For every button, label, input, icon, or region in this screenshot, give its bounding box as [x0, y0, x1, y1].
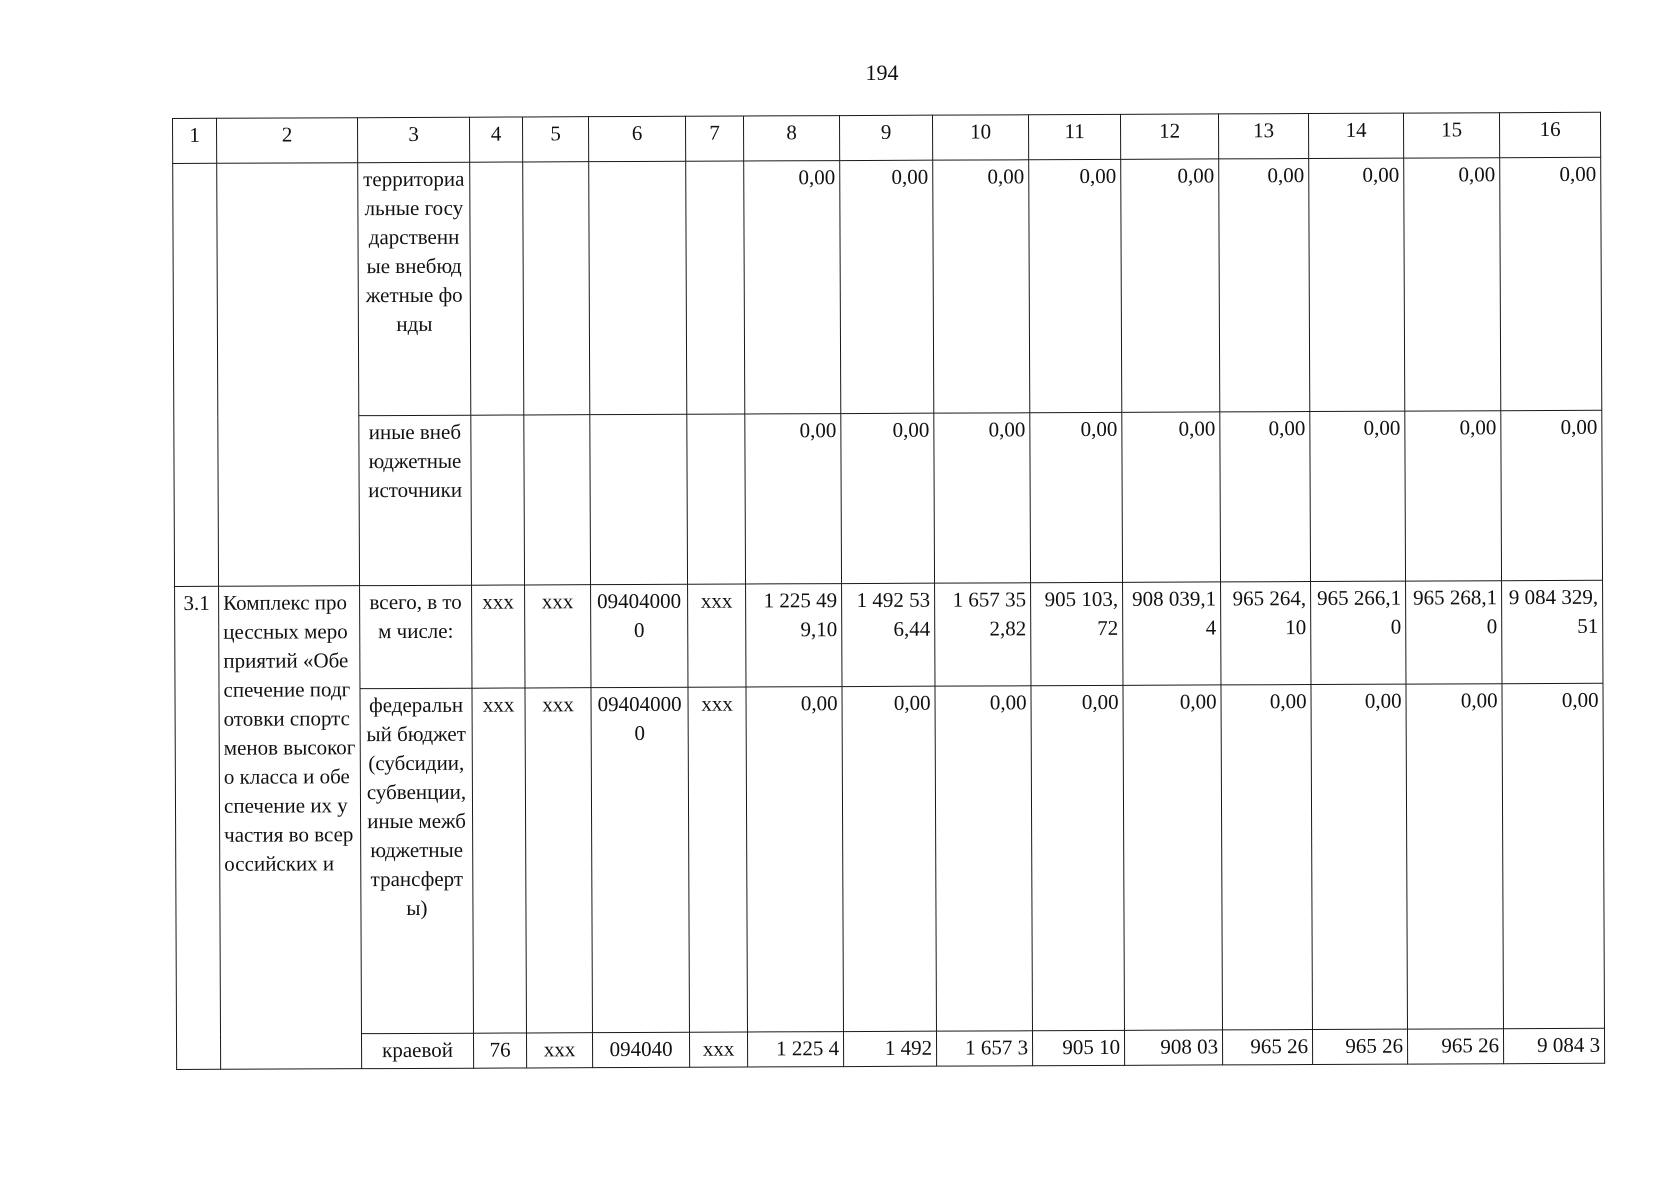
header-cell: 10	[932, 115, 1028, 160]
code-cell: 094040	[592, 1032, 689, 1067]
table-row-territorial-funds	[173, 157, 1602, 416]
item-number-cell: 3.1	[175, 586, 221, 1069]
header-cell: 6	[588, 116, 685, 161]
value-cell: 9 084 3	[1503, 1028, 1604, 1063]
value-cell: 0,00	[1309, 158, 1405, 411]
header-cell: 15	[1403, 113, 1499, 158]
value-cell: 0,00	[746, 687, 844, 1032]
value-cell: 0,00	[1500, 157, 1602, 410]
value-cell: 1 492	[843, 1031, 936, 1066]
value-cell: 0,00	[840, 160, 934, 413]
code-cell: xxx	[688, 584, 746, 687]
empty-cell	[217, 163, 360, 587]
value-cell: 965 26	[1222, 1030, 1312, 1065]
value-cell: 0,00	[1122, 412, 1221, 582]
empty-cell	[590, 414, 688, 584]
value-cell: 0,00	[1029, 159, 1122, 412]
table-row-regional	[176, 1028, 1604, 1069]
header-cell: 13	[1218, 114, 1308, 159]
header-cell: 3	[358, 117, 470, 162]
value-cell: 965 264,10	[1221, 582, 1311, 685]
value-cell: 0,00	[841, 413, 935, 583]
page-number: 194	[865, 60, 899, 85]
code-cell: xxx	[525, 688, 593, 1033]
value-cell: 0,00	[1221, 685, 1313, 1030]
empty-cell	[471, 415, 525, 585]
value-cell: 0,00	[1219, 159, 1310, 412]
header-cell: 16	[1499, 112, 1600, 157]
value-cell: 905 103,72	[1031, 582, 1123, 685]
value-cell: 908 039,14	[1123, 582, 1221, 685]
value-cell: 0,00	[1405, 411, 1502, 581]
value-cell: 0,00	[1502, 683, 1605, 1028]
funding-source-cell: федеральный бюджет (субсидии, субвенции, иные межбюджетные трансферты)	[360, 688, 474, 1033]
value-cell: 0,00	[1220, 412, 1311, 582]
empty-cell	[686, 161, 745, 414]
value-cell: 0,00	[745, 414, 842, 584]
header-cell: 12	[1120, 114, 1218, 159]
header-cell: 14	[1308, 113, 1403, 158]
value-cell: 0,00	[1501, 410, 1603, 580]
value-cell: 965 26	[1312, 1029, 1407, 1064]
table-row-other-sources	[174, 410, 1603, 586]
header-cell: 9	[839, 115, 932, 160]
value-cell: 908 03	[1124, 1030, 1222, 1065]
empty-cell	[687, 414, 746, 584]
table-row-federal	[175, 683, 1604, 1034]
funding-source-cell: всего, в том числе:	[360, 585, 472, 688]
code-cell: xxx	[689, 1032, 747, 1067]
header-cell: 2	[217, 118, 358, 164]
code-cell: xxx	[472, 688, 527, 1033]
value-cell: 0,00	[842, 686, 937, 1031]
value-cell: 0,00	[933, 160, 1030, 413]
value-cell: 9 084 329,51	[1502, 580, 1603, 683]
header-cell: 5	[522, 117, 588, 162]
value-cell: 0,00	[935, 686, 1033, 1031]
header-cell: 8	[743, 116, 839, 161]
empty-cell	[589, 161, 687, 414]
value-cell: 1 225 499,10	[746, 584, 842, 687]
header-cell: 4	[469, 117, 522, 162]
value-cell: 0,00	[1406, 684, 1504, 1029]
value-cell: 965 268,10	[1406, 581, 1502, 684]
code-cell: 76	[473, 1033, 526, 1068]
value-cell: 0,00	[1311, 684, 1408, 1029]
value-cell: 0,00	[1030, 412, 1123, 582]
funding-source-cell: территориальные государственные внебюджетные фонды	[358, 162, 471, 415]
empty-cell	[523, 162, 590, 415]
empty-cell	[470, 162, 524, 415]
value-cell: 965 26	[1407, 1029, 1503, 1064]
code-cell: xxx	[688, 687, 748, 1032]
header-cell: 1	[173, 118, 217, 163]
value-cell: 1 657 352,82	[935, 583, 1031, 686]
value-cell: 1 492 536,44	[842, 583, 935, 686]
code-cell: xxx	[472, 585, 525, 688]
header-cell: 7	[685, 116, 743, 161]
value-cell: 965 266,10	[1311, 581, 1406, 684]
value-cell: 0,00	[1310, 411, 1406, 581]
budget-table	[172, 112, 1605, 1070]
value-cell: 0,00	[744, 161, 841, 414]
code-cell: xxx	[526, 1033, 592, 1068]
value-cell: 905 10	[1032, 1030, 1124, 1065]
value-cell: 1 657 3	[936, 1031, 1032, 1066]
funding-source-cell: краевой	[361, 1033, 473, 1068]
value-cell: 1 225 4	[747, 1032, 843, 1067]
empty-cell	[173, 163, 219, 586]
value-cell: 0,00	[1031, 685, 1125, 1030]
value-cell: 0,00	[1123, 685, 1223, 1030]
header-cell: 11	[1028, 114, 1120, 159]
header-row	[173, 112, 1601, 163]
program-name-cell: Комплекс процессных мероприятий «Обеспечение подготовки спортсменов высокого класса и обеспечение их участия во всероссийских и	[219, 586, 362, 1070]
value-cell: 0,00	[934, 413, 1031, 583]
value-cell: 0,00	[1121, 159, 1220, 412]
empty-cell	[524, 415, 591, 585]
value-cell: 0,00	[1404, 158, 1501, 411]
funding-source-cell: иные внебюджетные источники	[359, 415, 472, 585]
code-cell: 094040000	[591, 584, 688, 687]
table-row-total	[175, 580, 1603, 689]
code-cell: 094040000	[591, 687, 690, 1032]
code-cell: xxx	[525, 585, 591, 688]
